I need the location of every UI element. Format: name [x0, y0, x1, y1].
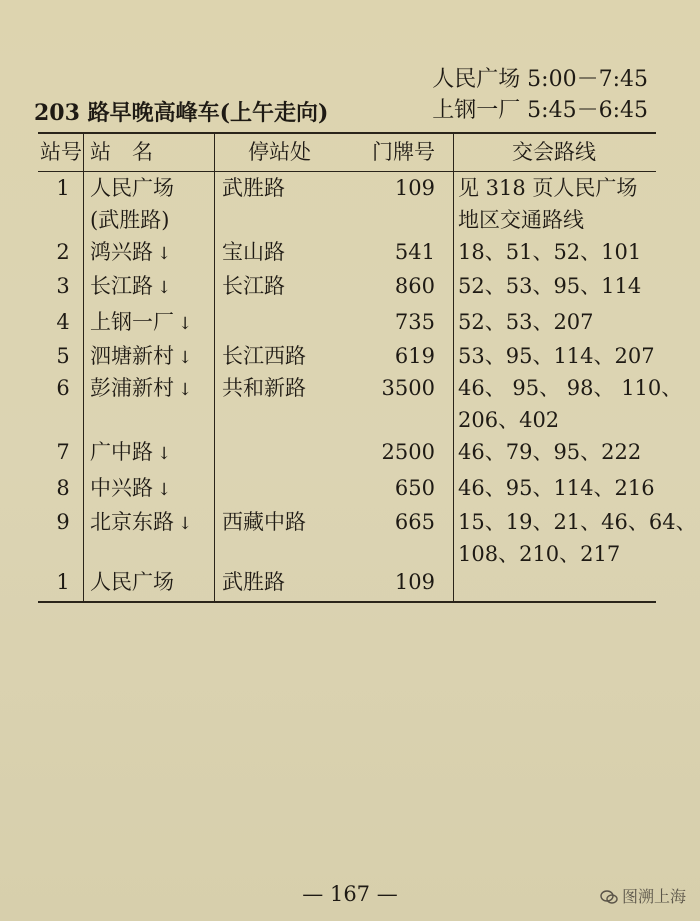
row-stop: 共和新路 [222, 376, 306, 400]
service-time-line-2: 上钢一厂 5:45－6:45 [432, 98, 648, 123]
row-name [90, 236, 171, 270]
row-routes-line-1: 52、53、207 [458, 310, 594, 334]
row-routes-line-2: 108、210、217 [458, 542, 621, 566]
header-no: 站号 [40, 140, 82, 164]
row-no: 3 [56, 274, 70, 298]
row-door: 860 [394, 274, 435, 298]
row-name [90, 172, 174, 236]
header-stop: 停站处 [248, 140, 311, 164]
row-routes-line-1: 见 318 页人民广场 [458, 176, 638, 200]
row-name [90, 372, 192, 406]
down-arrow-icon: ↓ [157, 278, 172, 298]
header-routes: 交会路线 [512, 140, 596, 164]
row-stop: 西藏中路 [222, 510, 306, 534]
page-number: — 167 — [302, 882, 398, 906]
row-door: 735 [394, 310, 435, 334]
row-name [90, 506, 192, 540]
row-name-line-2: (武胜路) [90, 208, 170, 232]
row-routes-line-1: 46、79、95、222 [458, 440, 642, 464]
row-no: 9 [56, 510, 70, 534]
down-arrow-icon: ↓ [178, 314, 193, 334]
row-name-text: 彭浦新村 [90, 376, 174, 400]
row-no: 7 [56, 440, 70, 464]
column-divider [83, 133, 84, 601]
row-routes-line-2: 地区交通路线 [458, 208, 584, 232]
row-name [90, 566, 174, 598]
service-time-line-1: 人民广场 5:00－7:45 [432, 67, 648, 92]
row-routes [458, 436, 641, 468]
row-routes-line-1: 46、 95、 98、 110、 [458, 376, 683, 400]
row-name [90, 306, 192, 340]
header-door: 门牌号 [372, 140, 435, 164]
row-name-text: 长江路 [90, 274, 153, 298]
down-arrow-icon: ↓ [178, 348, 193, 368]
row-door: 109 [394, 570, 435, 594]
row-door: 109 [394, 176, 435, 200]
row-name-text: 泗塘新村 [90, 344, 174, 368]
row-no: 2 [56, 240, 70, 264]
row-no: 1 [56, 570, 70, 594]
row-routes [458, 306, 594, 338]
row-door: 3500 [381, 376, 435, 400]
row-door: 2500 [381, 440, 435, 464]
row-routes [458, 506, 697, 570]
down-arrow-icon: ↓ [178, 380, 193, 400]
row-door: 541 [394, 240, 435, 264]
table-top-rule [38, 132, 656, 134]
row-door: 619 [394, 344, 435, 368]
row-name-text: 北京东路 [90, 510, 174, 534]
row-routes [458, 270, 641, 302]
row-stop: 武胜路 [222, 570, 285, 594]
row-name-text: 中兴路 [90, 476, 153, 500]
row-no: 8 [56, 476, 70, 500]
header-name: 站 名 [90, 140, 153, 164]
watermark [600, 884, 686, 907]
column-divider [214, 133, 215, 601]
row-name [90, 472, 171, 506]
row-name-text: 上钢一厂 [90, 310, 174, 334]
row-stop: 宝山路 [222, 240, 285, 264]
row-name-text: 人民广场 [90, 570, 174, 594]
column-divider [453, 133, 454, 601]
row-stop: 武胜路 [222, 176, 285, 200]
row-no: 6 [56, 376, 70, 400]
row-routes [458, 472, 655, 504]
row-name-text: 广中路 [90, 440, 153, 464]
row-name-text: 人民广场 [90, 176, 174, 200]
service-times [432, 64, 648, 126]
row-no: 5 [56, 344, 70, 368]
row-routes [458, 372, 682, 436]
wechat-icon [600, 890, 618, 904]
page-title: 203 路早晚高峰车(上午走向) [34, 100, 329, 126]
row-door: 665 [394, 510, 435, 534]
row-routes-line-2: 206、402 [458, 408, 560, 432]
row-no: 1 [56, 176, 70, 200]
down-arrow-icon: ↓ [157, 244, 172, 264]
row-name [90, 436, 171, 470]
row-door: 650 [394, 476, 435, 500]
down-arrow-icon: ↓ [157, 444, 172, 464]
down-arrow-icon: ↓ [157, 480, 172, 500]
row-routes [458, 340, 655, 372]
row-no: 4 [56, 310, 70, 334]
row-name [90, 270, 171, 304]
row-routes [458, 172, 637, 236]
row-name-text: 鸿兴路 [90, 240, 153, 264]
row-stop: 长江路 [222, 274, 285, 298]
down-arrow-icon: ↓ [178, 514, 193, 534]
row-routes-line-1: 18、51、52、101 [458, 240, 642, 264]
row-routes-line-1: 15、19、21、46、64、 [458, 510, 697, 534]
watermark-text: 图溯上海 [621, 887, 686, 906]
row-routes-line-1: 52、53、95、114 [458, 274, 642, 298]
row-routes [458, 236, 641, 268]
row-routes-line-1: 46、95、114、216 [458, 476, 655, 500]
table-bottom-rule [38, 601, 656, 603]
row-stop: 长江西路 [222, 344, 306, 368]
row-routes-line-1: 53、95、114、207 [458, 344, 655, 368]
row-name [90, 340, 192, 374]
